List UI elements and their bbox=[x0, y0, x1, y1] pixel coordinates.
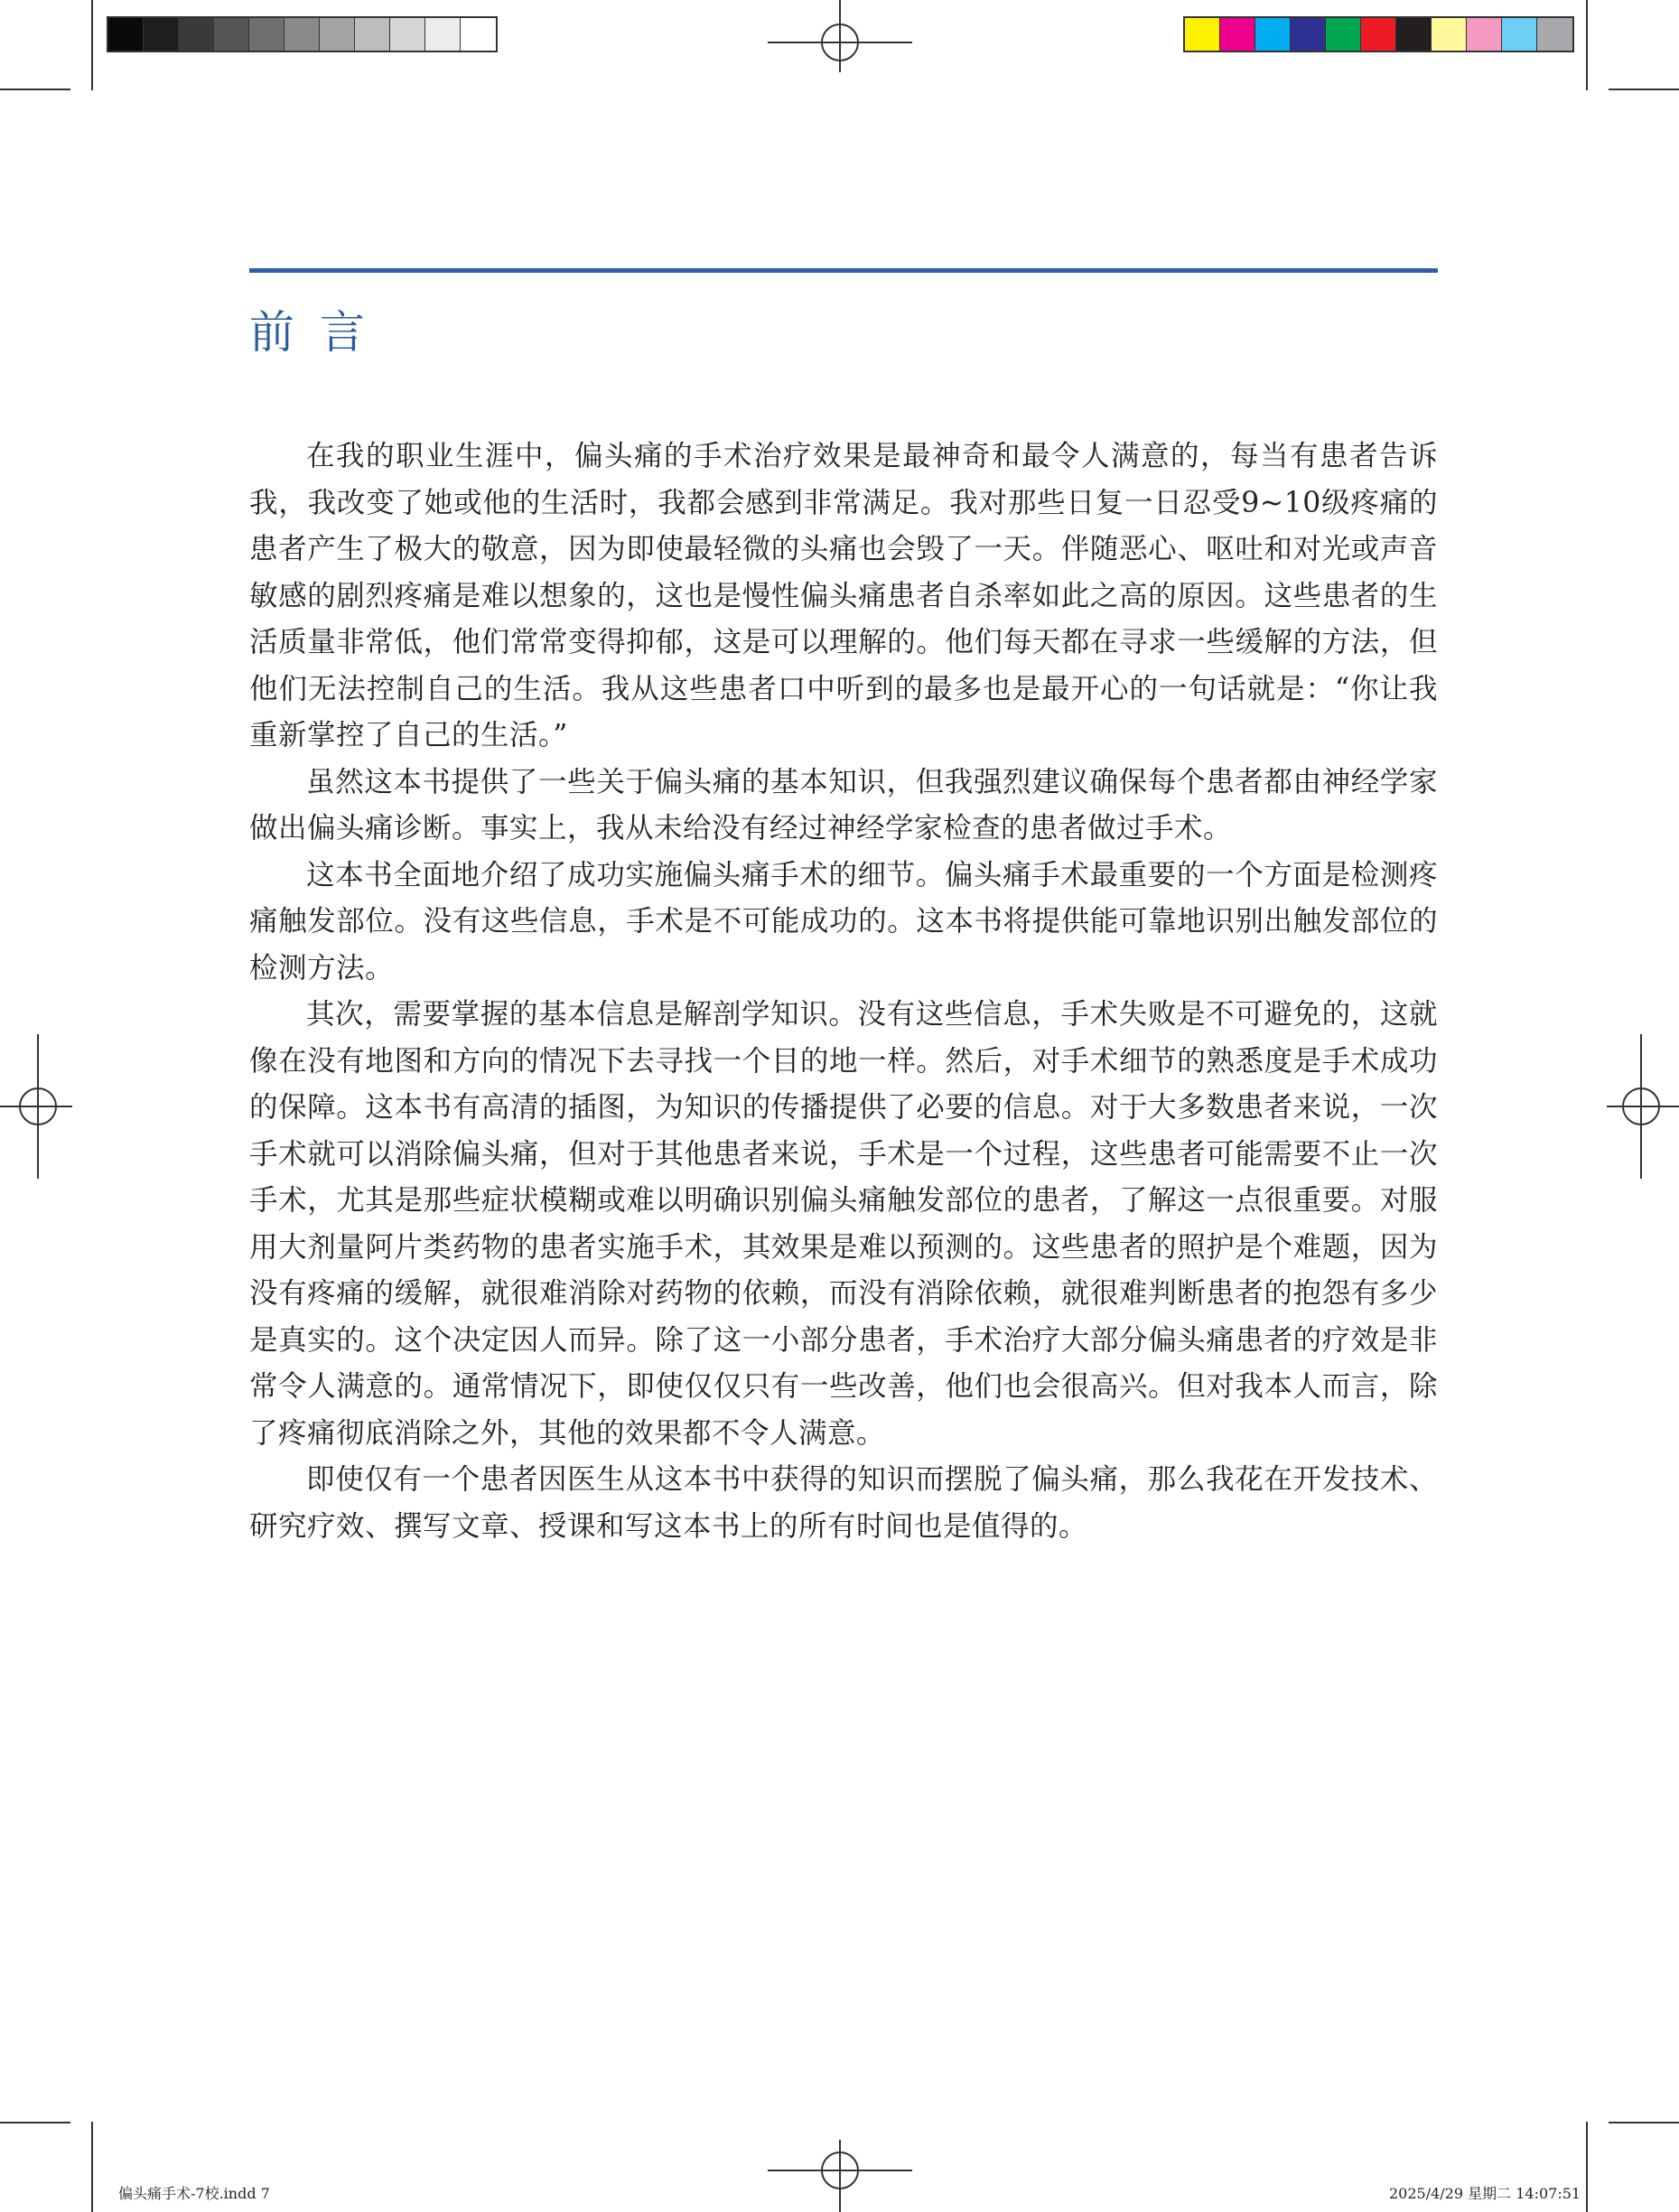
calibration-swatch bbox=[1361, 18, 1396, 51]
paragraph: 虽然这本书提供了一些关于偏头痛的基本知识，但我强烈建议确保每个患者都由神经学家做出偏头痛诊断。事实上，我从未给没有经过神经学家检查的患者做过手术。 bbox=[249, 765, 1438, 845]
calibration-swatch bbox=[320, 18, 355, 51]
slug-file-name: 偏头痛手术-7校.indd 7 bbox=[118, 2185, 270, 2202]
calibration-swatch bbox=[179, 18, 214, 51]
registration-mark-right bbox=[1607, 1034, 1679, 1179]
calibration-swatch bbox=[249, 18, 284, 51]
color-calibration-bar bbox=[1183, 16, 1574, 52]
chapter-title-rule bbox=[249, 268, 1438, 273]
slug-timestamp: 2025/4/29 星期二 14:07:51 bbox=[1389, 2185, 1581, 2202]
paragraph: 即使仅有一个患者因医生从这本书中获得的知识而摆脱了偏头痛，那么我花在开发技术、研究疗效、撰写文章、授课和写这本书上的所有时间也是值得的。 bbox=[249, 1463, 1438, 1543]
crop-mark-top-right-h bbox=[1609, 89, 1679, 90]
registration-mark-top bbox=[768, 0, 912, 72]
calibration-swatch bbox=[1467, 18, 1502, 51]
crop-mark-bottom-right-h bbox=[1609, 2122, 1679, 2123]
calibration-swatch bbox=[1185, 18, 1220, 51]
calibration-swatch bbox=[1220, 18, 1255, 51]
calibration-swatch bbox=[108, 18, 144, 51]
crop-mark-top-right-v bbox=[1586, 0, 1588, 90]
crop-mark-bottom-left-v bbox=[91, 2122, 93, 2212]
calibration-swatch bbox=[461, 18, 496, 51]
calibration-swatch bbox=[1255, 18, 1291, 51]
calibration-swatch bbox=[214, 18, 249, 51]
calibration-swatch bbox=[144, 18, 179, 51]
paragraph: 在我的职业生涯中，偏头痛的手术治疗效果是最神奇和最令人满意的，每当有患者告诉我，我改变了她或他的生活时，我都会感到非常满足。我对那些日复一日忍受9~10级疼痛的患者产生了极大的敬意，因为即使最轻微的头痛也会毁了一天。伴随恶心、呕吐和对光或声音敏感的剧烈疼痛是难以想象的，这也是慢性偏头痛患者自杀率如此之高的原因。这些患者的生活质量非常低，他们常常变得抑郁，这是可以理解的。他们每天都在寻求一些缓解的方法，但他们无法控制自己的生活。我从这些患者口中听到的最多也是最开心的一句话就是：“你让我重新掌控了自己的生活。” bbox=[249, 440, 1438, 751]
calibration-swatch bbox=[1502, 18, 1537, 51]
calibration-swatch bbox=[1291, 18, 1326, 51]
preface-body bbox=[249, 434, 1438, 1550]
paragraph: 其次，需要掌握的基本信息是解剖学知识。没有这些信息，手术失败是不可避免的，这就像在没有地图和方向的情况下去寻找一个目的地一样。然后，对手术细节的熟悉度是手术成功的保障。这本书有高清的插图，为知识的传播提供了必要的信息。对于大多数患者来说，一次手术就可以消除偏头痛，但对于其他患者来说，手术是一个过程，这些患者可能需要不止一次手术，尤其是那些症状模糊或难以明确识别偏头痛触发部位的患者，了解这一点很重要。对服用大剂量阿片类药物的患者实施手术，其效果是难以预测的。这些患者的照护是个难题，因为没有疼痛的缓解，就很难消除对药物的依赖，而没有消除依赖，就很难判断患者的抱怨有多少是真实的。这个决定因人而异。除了这一小部分患者，手术治疗大部分偏头痛患者的疗效是非常令人满意的。通常情况下，即使仅仅只有一些改善，他们也会很高兴。但对我本人而言，除了疼痛彻底消除之外，其他的效果都不令人满意。 bbox=[249, 998, 1438, 1450]
calibration-swatch bbox=[284, 18, 320, 51]
calibration-swatch bbox=[390, 18, 425, 51]
paragraph: 这本书全面地介绍了成功实施偏头痛手术的细节。偏头痛手术最重要的一个方面是检测疼痛触发部位。没有这些信息，手术是不可能成功的。这本书将提供能可靠地识别出触发部位的检测方法。 bbox=[249, 858, 1438, 985]
calibration-swatch bbox=[1537, 18, 1572, 51]
crop-mark-bottom-right-v bbox=[1586, 2122, 1588, 2212]
calibration-swatch bbox=[1326, 18, 1361, 51]
calibration-swatch bbox=[355, 18, 390, 51]
crop-mark-top-left-v bbox=[91, 0, 93, 90]
crop-mark-bottom-left-h bbox=[0, 2122, 70, 2123]
calibration-swatch bbox=[425, 18, 461, 51]
registration-mark-bottom bbox=[768, 2140, 912, 2212]
chapter-title: 前言 bbox=[249, 306, 390, 359]
calibration-swatch bbox=[1432, 18, 1467, 51]
calibration-swatch bbox=[1396, 18, 1432, 51]
grayscale-calibration-bar bbox=[107, 16, 498, 52]
registration-mark-left bbox=[0, 1034, 72, 1179]
crop-mark-top-left-h bbox=[0, 89, 70, 90]
